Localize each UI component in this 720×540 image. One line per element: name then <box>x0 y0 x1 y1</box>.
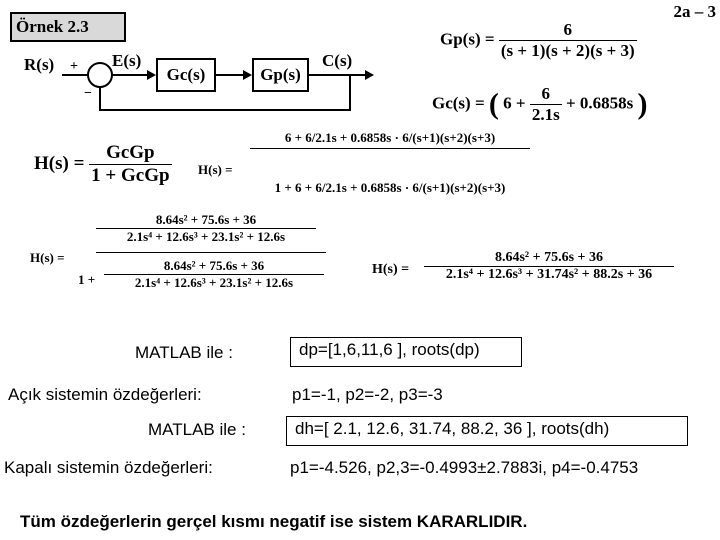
gp-denominator: (s + 1)(s + 2)(s + 3) <box>500 41 635 60</box>
plus-sign: + <box>70 59 78 74</box>
h3-top-fraction <box>96 212 316 245</box>
matlab1-command: dp=[1,6,11,6 ], roots(dp) <box>290 337 522 367</box>
page-code: 2a – 3 <box>673 2 716 21</box>
h4-fraction <box>424 250 674 283</box>
gc-term-b: + 0.6858s <box>565 93 634 113</box>
gc-equation: Gc(s) = ( 6 + $\frac{6}{2.1s}$ + 0.6858s ) <box>432 84 648 124</box>
matlab2-label: MATLAB ile : <box>148 420 246 439</box>
gc-lhs: Gc(s) = <box>432 93 485 113</box>
h4-numerator: 8.64s² + 75.6s + 36 <box>494 250 604 265</box>
output-label: C(s) <box>322 51 353 70</box>
gc-denominator: 2.1s <box>531 105 560 124</box>
arrow-to-plant <box>243 70 252 80</box>
gp-numerator: 6 <box>563 20 572 39</box>
h3-one-plus: 1 + <box>78 272 96 287</box>
matlab2-command: dh=[ 2.1, 12.6, 31.74, 88.2, 36 ], roots(dh) <box>286 416 688 446</box>
h3-bottom-denominator: 2.1s⁴ + 12.6s³ + 23.1s² + 12.6s <box>104 274 324 291</box>
h3-bottom-fraction <box>104 258 324 291</box>
gc-numerator: 6 <box>541 84 551 103</box>
h1-lhs: H(s) = <box>34 152 85 174</box>
input-label: R(s) <box>24 55 55 74</box>
gp-lhs: Gp(s) = <box>440 29 495 49</box>
open-loop-values: p1=-1, p2=-2, p3=-3 <box>292 385 443 404</box>
gc-term-a: 6 + <box>503 93 526 113</box>
h4-lhs: H(s) = <box>372 262 410 277</box>
arrow-to-controller <box>147 70 156 80</box>
controller-block: Gc(s) <box>156 58 216 92</box>
h4-denominator: 2.1s⁴ + 12.6s³ + 31.74s² + 88.2s + 36 <box>424 266 674 283</box>
h3-main-bar <box>96 252 326 253</box>
plant-block: Gp(s) <box>252 58 309 92</box>
h3-bottom-numerator: 8.64s² + 75.6s + 36 <box>163 258 265 273</box>
h3-top-numerator: 8.64s² + 75.6s + 36 <box>155 212 257 227</box>
h1-equation <box>34 142 172 187</box>
closed-loop-label: Kapalı sistemin özdeğerleri: <box>4 458 213 477</box>
slide-title: Örnek 2.3 <box>10 12 126 42</box>
h1-denominator: 1 + GcGp <box>91 165 170 186</box>
gp-equation <box>440 20 637 61</box>
error-label: E(s) <box>112 51 142 70</box>
summing-junction <box>88 63 112 87</box>
h3-top-denominator: 2.1s⁴ + 12.6s³ + 23.1s² + 12.6s <box>96 228 316 245</box>
h1-numerator: GcGp <box>106 142 155 163</box>
h3-lhs: H(s) = <box>30 250 65 265</box>
matlab1-label: MATLAB ile : <box>135 343 233 362</box>
minus-sign: − <box>84 86 92 101</box>
feedback-line <box>100 75 350 110</box>
h2-numerator: 6 + 6/2.1s + 0.6858s · 6/(s+1)(s+2)(s+3) <box>250 130 530 149</box>
open-loop-label: Açık sistemin özdeğerleri: <box>8 385 202 404</box>
h2-denominator: 1 + 6 + 6/2.1s + 0.6858s · 6/(s+1)(s+2)(s+3) <box>274 180 506 195</box>
h2-lhs: H(s) = <box>198 162 233 177</box>
arrow-output <box>365 70 374 80</box>
conclusion-text: Tüm özdeğerlerin gerçel kısmı negatif ise sistem KARARLIDIR. <box>20 512 528 531</box>
closed-loop-values: p1=-4.526, p2,3=-0.4993±2.7883i, p4=-0.4753 <box>290 458 639 477</box>
